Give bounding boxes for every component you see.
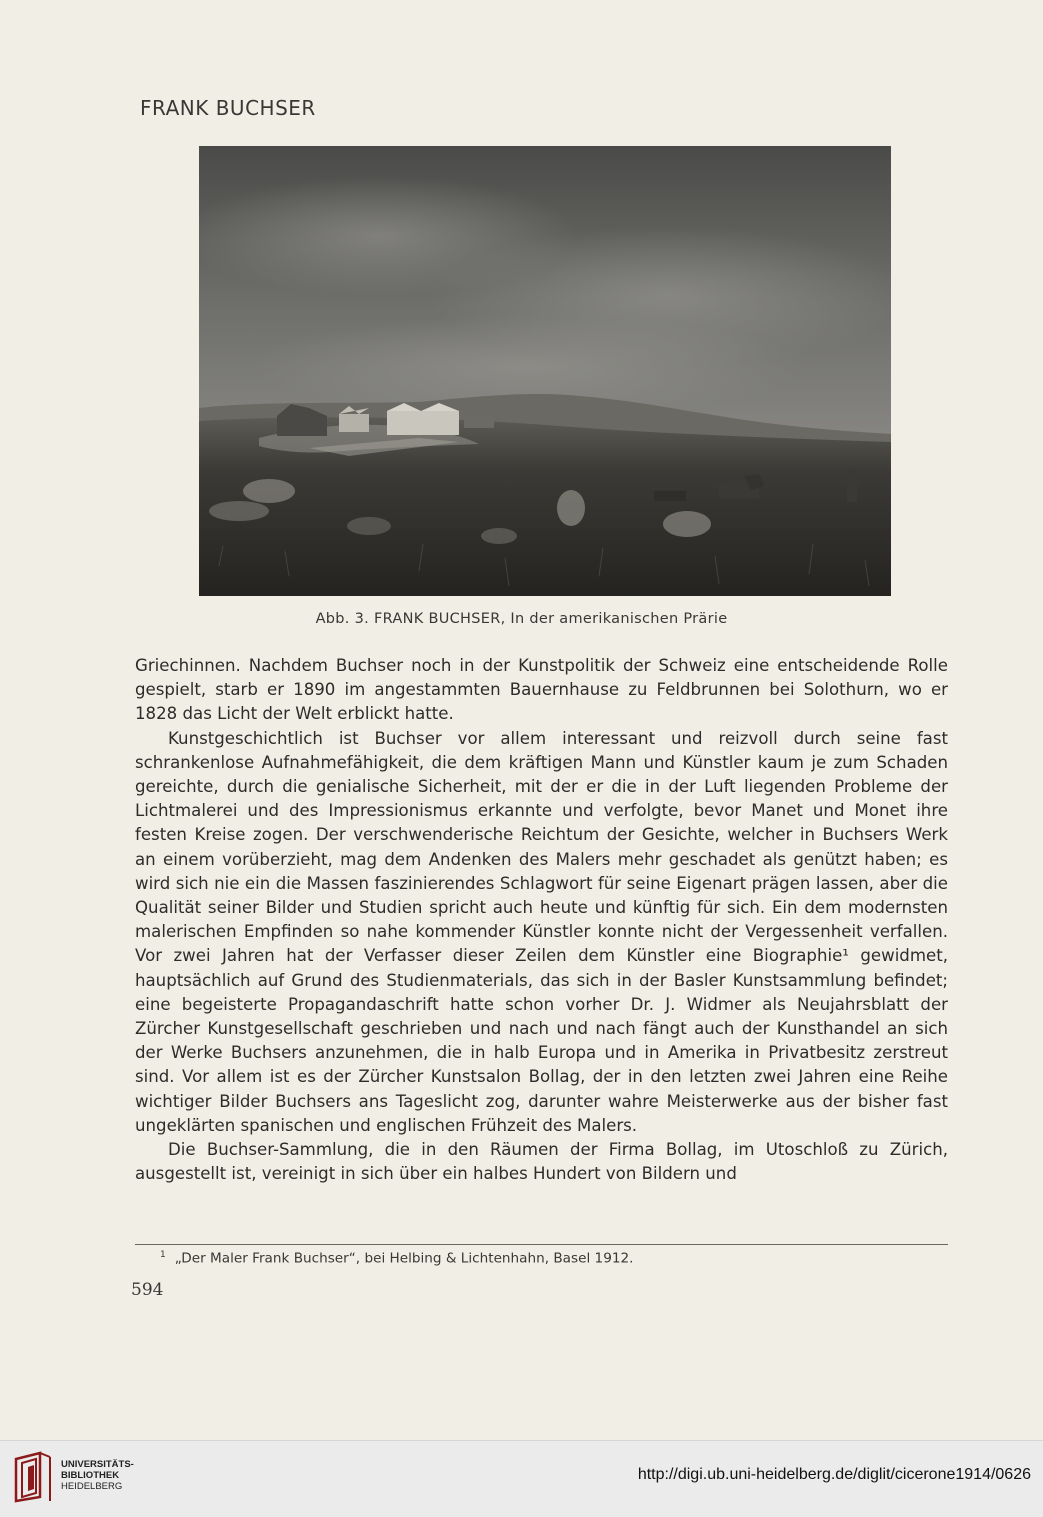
paragraph-3: Die Buchser-Sammlung, die in den Räumen der Firma Bollag, im Utoschloß zu Zürich, ausgestellt ist, vereinigt in sich über ein halbes Hundert von Bildern und	[135, 1140, 948, 1184]
running-head: FRANK BUCHSER	[140, 96, 316, 120]
library-name-line3: HEIDELBERG	[61, 1481, 123, 1492]
source-url-link[interactable]: http://digi.ub.uni-heidelberg.de/diglit/cicerone1914/0626	[637, 1466, 1031, 1483]
prairie-painting-plate	[199, 146, 891, 596]
digitization-footer	[0, 1440, 1043, 1517]
library-logo-icon	[10, 1451, 56, 1503]
library-name-line2: BIBLIOTHEK	[61, 1470, 120, 1481]
figure-caption: Abb. 3. FRANK BUCHSER, In der amerikanischen Prärie	[315, 611, 728, 627]
paragraph-2: Kunstgeschichtlich ist Buchser vor allem interessant und reizvoll durch seine fast schrankenlose Aufnahmefähigkeit, die dem kräftigen Mann und Künstler kaum je zum Schaden gereichte, durch die genialische Sicherheit, mit der er die in der Luft liegenden Probleme der Lichtmalerei und des Impressionismus erkannte und verfolgte, bevor Manet und Monet ihre festen Kreise zogen. Der verschwenderische Reichtum der Gesichte, welcher in Buchsers Werk an einem vorüberzieht, mag dem Andenken des Malers mehr geschadet als genützt haben; es wird sich nie ein die Massen faszinierendes Schlagwort für seine Eigenart prägen lassen, aber die Qualität seiner Bilder und Studien spricht auch heute und künftig für sich. Ein dem modernsten malerischen Empfinden so nahe kommender Künstler konnte nicht der Vergessenheit verfallen. Vor zwei Jahren hat der Verfasser dieser Zeilen dem Künstler eine Biographie¹ gewidmet, hauptsächlich auf Grund des Studienmaterials, das sich in der Basler Kunstsammlung befindet; eine begeisterte Propagandaschrift hatte schon vorher Dr. J. Widmer als Neujahrsblatt der Zürcher Kunstgesellschaft geschrieben und nach und nach fängt auch der Kunsthandel an sich der Werke Buchsers anzunehmen, die in halb Europa und in Amerika in Privatbesitz zerstreut sind. Vor allem ist es der Zürcher Kunstsalon Bollag, der in den letzten zwei Jahren eine Reihe wichtiger Bilder Buchsers ans Tageslicht zog, darunter wahre Meisterwerke aus der bisher fast ungeklärten spanischen und englischen Frühzeit des Malers.	[135, 728, 948, 1135]
footnote-text: „Der Maler Frank Buchser“, bei Helbing & Lichtenhahn, Basel 1912.	[174, 1250, 634, 1267]
paragraph-1: Griechinnen. Nachdem Buchser noch in der Kunstpolitik der Schweiz eine entscheidende Rolle gespielt, starb er 1890 im angestammten Bauernhause zu Feldbrunnen bei Solothurn, wo er 1828 das Licht der Welt erblickt hatte.	[135, 656, 948, 724]
library-name	[61, 1459, 134, 1492]
page-number: 594	[131, 1280, 164, 1300]
footnote-marker: 1	[160, 1250, 166, 1260]
footnote-rule	[135, 1244, 948, 1245]
footnote	[160, 1250, 633, 1267]
library-name-line1: UNIVERSITÄTS-	[61, 1459, 134, 1470]
body-text	[135, 654, 948, 1186]
prairie-painting-image	[199, 146, 891, 596]
